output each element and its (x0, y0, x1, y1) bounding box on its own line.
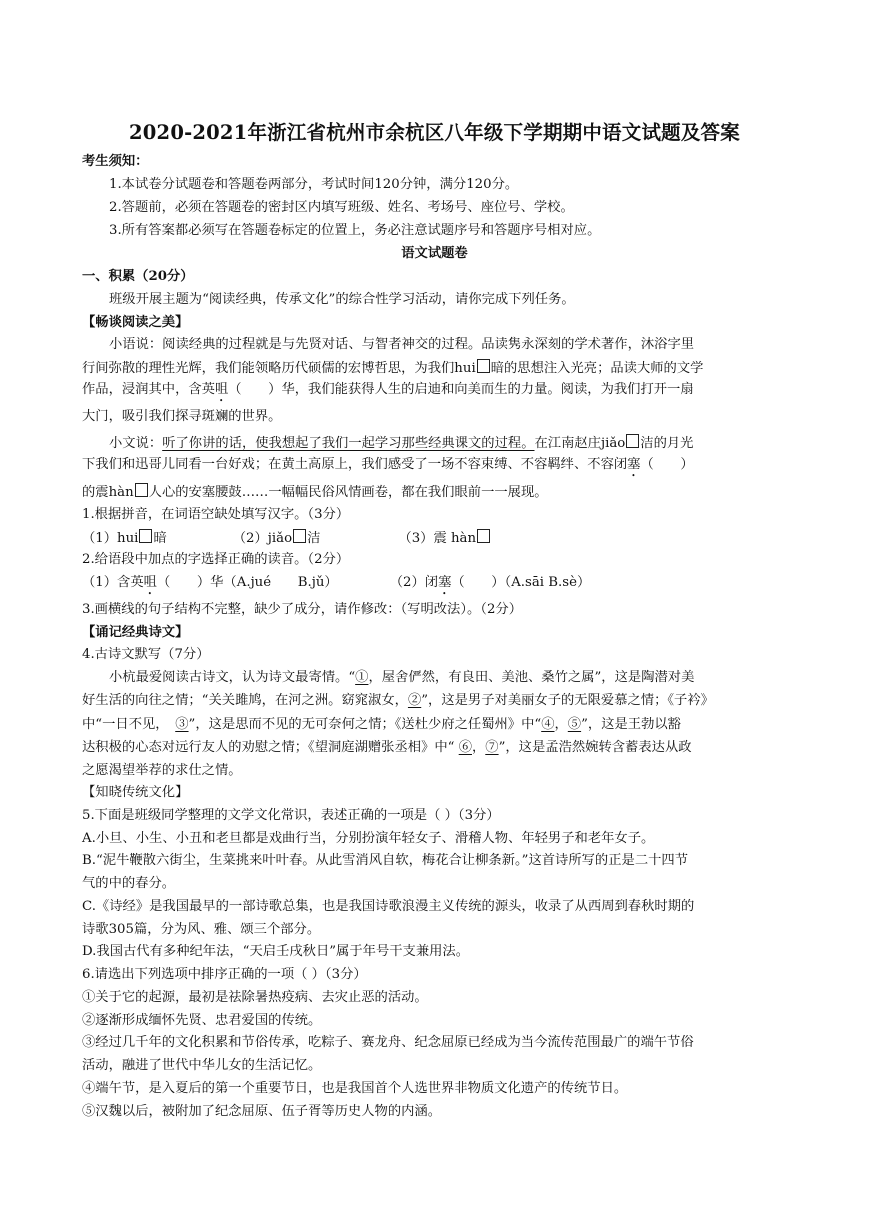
subsection-heading: 【诵记经典诗文】 (82, 625, 189, 640)
option-line: A.小旦、小生、小丑和老旦都是戏曲行当，分别扮演年轻女子、滑稽人物、年轻男子和老年女子。 (82, 831, 655, 846)
blank-box (139, 529, 152, 543)
blank-box (293, 529, 306, 543)
blank-box (477, 359, 490, 373)
passage-line: 的震hàn 人心的安塞腰鼓……一幅幅民俗风情画卷，都在我们眼前一一展现。 (82, 485, 548, 500)
question-4: 4.古诗文默写（7分） (82, 647, 210, 662)
subsection-heading: 【知晓传统文化】 (82, 785, 189, 800)
list-item: ③经过几千年的文化积累和节俗传承，吃粽子、赛龙舟、纪念屈原已经成为当今流传范围最广的端午节俗 (82, 1035, 694, 1050)
passage-line: 好生活的向往之情；“关关雎鸠，在河之洲。窈窕淑女，②”，这是男子对美丽女子的无限爱慕之情；《子衿》 (82, 693, 714, 708)
passage-line: 大门，吸引我们探寻斑斓的世界。 (82, 409, 282, 424)
document-title: 2020-2021年浙江省杭州市余杭区八年级下学期期中语文试题及答案 (129, 121, 740, 144)
blank-box (135, 483, 148, 497)
passage-line: 作品，浸润其中，含英咀（ ）华，我们能获得人生的启迪和向美而生的力量。阅读，为我们打开一扇 (82, 382, 694, 397)
notice-item: 3.所有答案都必须写在答题卷标定的位置上，务必注意试题序号和答题序号相对应。 (109, 223, 601, 238)
passage-line: 中“一日不见， ③”，这是思而不见的无可奈何之情；《送杜少府之任蜀州》中“④，⑤”，这是王勃以豁 (82, 717, 681, 732)
notice-heading: 考生须知： (82, 154, 149, 169)
question-6: 6.请选出下列选项中排序正确的一项（ ）（3分） (82, 967, 367, 982)
list-item: 活动，融进了世代中华儿女的生活记忆。 (82, 1058, 322, 1073)
option-line: 诗歌305篇，分为风、雅、颂三个部分。 (82, 922, 321, 937)
passage-line: 行间弥散的理性光辉，我们能领略历代硕儒的宏博哲思，为我们hui 暗的思想注入光亮；品读大师的文学 (82, 361, 704, 376)
question-1-options: （1）hui 暗 （2）jiǎo 洁 （3）震 hàn (82, 529, 491, 548)
task-intro: 班级开展主题为“阅读经典，传承文化”的综合性学习活动，请你完成下列任务。 (109, 292, 575, 307)
blank-box (626, 434, 639, 448)
question-2: 2.给语段中加点的字选择正确的读音。（2分） (82, 552, 350, 567)
section-heading: 一、积累（20分） (82, 269, 194, 284)
question-2-options: （1）含英咀（ ）华（A.jué B.jǔ） （2）闭塞（ ）（A.sāi B.sè） (82, 575, 591, 590)
list-item: ⑤汉魏以后，被附加了纪念屈原、伍子胥等历史人物的内涵。 (82, 1104, 442, 1119)
question-5: 5.下面是班级同学整理的文学文化常识，表述正确的一项是（ ）（3分） (82, 808, 500, 823)
option-line: C.《诗经》是我国最早的一部诗歌总集，也是我国诗歌浪漫主义传统的源头，收录了从西周到春秋时期的 (82, 899, 695, 914)
notice-item: 1.本试卷分试题卷和答题卷两部分，考试时间120分钟，满分120分。 (109, 177, 519, 192)
paper-title: 语文试题卷 (401, 246, 468, 261)
list-item: ④端午节，是入夏后的第一个重要节日，也是我国首个人选世界非物质文化遗产的传统节日。 (82, 1081, 628, 1096)
question-1: 1.根据拼音，在词语空缺处填写汉字。（3分） (82, 507, 350, 522)
passage-line: 小杭最爱阅读古诗文，认为诗文最寄情。“①，屋舍俨然，有良田、美池、桑竹之属”，这是陶潜对美 (109, 670, 695, 685)
passage-line: 之愿渴望举荐的求仕之情。 (82, 763, 242, 778)
option-line: D.我国古代有多种纪年法，“天启壬戌秋日”属于年号干支兼用法。 (82, 944, 470, 959)
list-item: ①关于它的起源，最初是祛除暑热疫病、去灾止恶的活动。 (82, 990, 428, 1005)
dotted-char: 塞 (627, 457, 641, 472)
list-item: ②逐渐形成缅怀先贤、忠君爱国的传统。 (82, 1013, 322, 1028)
subsection-heading: 【畅谈阅读之美】 (82, 315, 189, 330)
option-line: 气的中的春分。 (82, 876, 176, 891)
question-3: 3.画横线的句子结构不完整，缺少了成分，请作修改：（写明改法）。（2分） (82, 602, 522, 617)
notice-item: 2.答题前，必须在答题卷的密封区内填写班级、姓名、考场号、座位号、学校。 (109, 200, 574, 215)
passage-line: 达积极的心态对远行友人的劝慰之情；《望洞庭湖赠张丞相》中“ ⑥，⑦”，这是孟浩然婉转含蓄表达从政 (82, 740, 692, 755)
blank-box (477, 529, 490, 543)
passage-line: 小文说：听了你讲的话，使我想起了我们一起学习那些经典课文的过程。在江南赵庄jiǎo 洁的月光 (109, 436, 694, 451)
passage-line: 下我们和迅哥儿同看一台好戏；在黄土高原上，我们感受了一场不容束缚、不容羁绊、不容闭塞（ ） (82, 457, 694, 472)
underlined-sentence: 听了你讲的话，使我想起了我们一起学习那些经典课文的过程。 (162, 436, 535, 451)
dotted-char: 咀 (214, 382, 229, 397)
option-line: B.“泥牛鞭散六街尘，生菜挑来叶叶春。从此雪消风自软，梅花合让柳条新。”这首诗所写的正是二十四节 (82, 853, 689, 868)
passage-line: 小语说：阅读经典的过程就是与先贤对话、与智者神交的过程。品读隽永深刻的学术著作，沐浴字里 (109, 337, 695, 352)
